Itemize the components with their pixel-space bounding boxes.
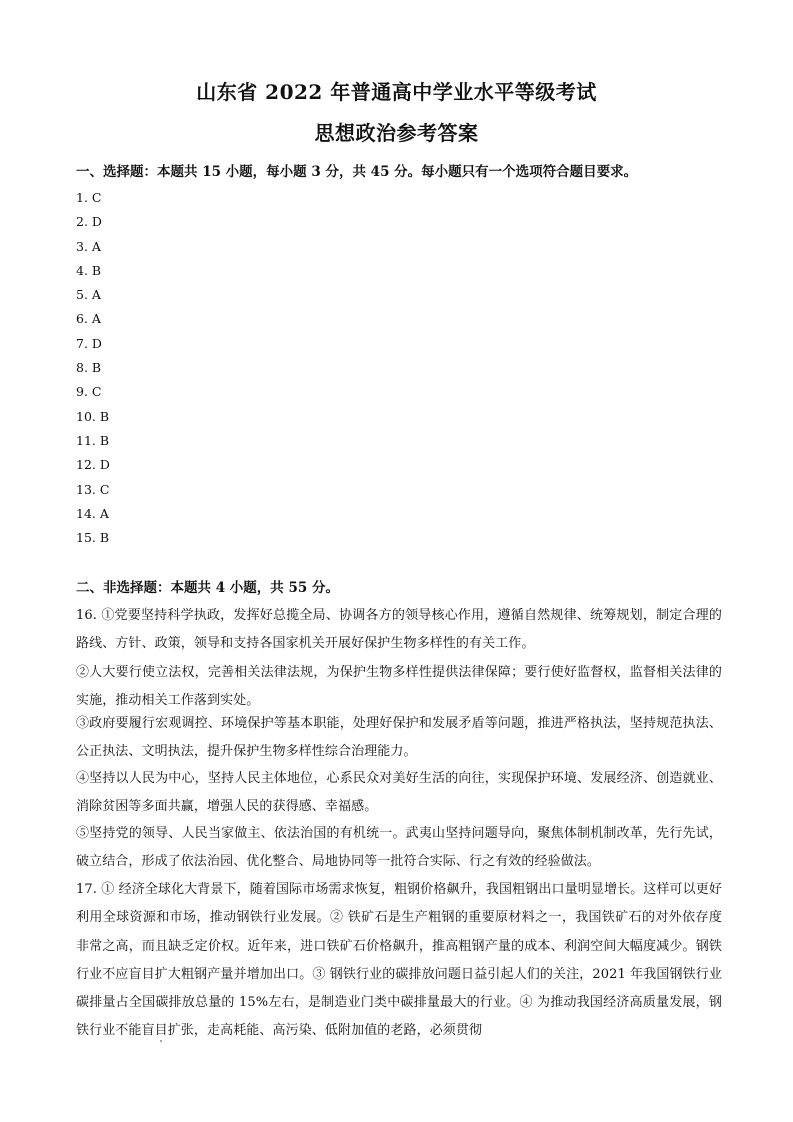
answer-item: 2. D bbox=[76, 214, 102, 230]
q16-paragraph-1: 16. ①党要坚持科学执政，发挥好总揽全局、协调各方的领导核心作用，遵循自然规律、统筹规划，制定合理的路线、方针、政策，领导和支持各国家机关开展好保护生物多样性的有关工作。 bbox=[76, 608, 722, 652]
q17-paragraph: 17. ① 经济全球化大背景下，随着国际市场需求恢复，粗钢价格飙升，我国粗钢出口量明显增长。这样可以更好利用全球资源和市场，推动钢铁行业发展。② 铁矿石是生产粗钢的重要原材料之一，我国铁矿石的对外依存度非常之高，而且缺乏定价权。近年来，进口铁矿石价格飙升，推高粗钢产量的成本、利润空间大幅度减少。钢铁行业不应盲目扩大粗钢产量并增加出口。③ 钢铁行业的碳排放问题日益引起人们的关注，2021 年我国钢铁行业碳排量占全国碳排放总量的 15%左右，是制造业门类中碳排量最大的行业。④ 为推动我国经济高质量发展，钢铁行业不能盲目扩张，走高耗能、高污染、低附加值的老路，必须贯彻 bbox=[76, 882, 722, 1039]
answer-item: 13. C bbox=[76, 481, 110, 497]
q16-paragraph-2: ②人大要行使立法权，完善相关法律法规，为保护生物多样性提供法律保障；要行使好监督权，监督相关法律的实施，推动相关工作落到实处。 bbox=[76, 665, 722, 709]
non-choice-heading: 二、非选择题：本题共 4 小题，共 55 分。 bbox=[76, 580, 339, 596]
answer-item: 14. A bbox=[76, 505, 109, 521]
exam-title: 山东省 2022 年普通高中学业水平等级考试 bbox=[196, 80, 597, 104]
answer-item: 15. B bbox=[76, 530, 110, 546]
answer-item: 8. B bbox=[76, 360, 102, 376]
answer-item: 11. B bbox=[76, 432, 110, 448]
answer-item: 9. C bbox=[76, 384, 102, 400]
answer-list bbox=[76, 189, 110, 553]
answer-subtitle: 思想政治参考答案 bbox=[314, 121, 479, 145]
answer-item: 4. B bbox=[76, 262, 102, 278]
q16-paragraph-5: ⑤坚持党的领导、人民当家做主、依法治国的有机统一。武夷山坚持问题导向，聚焦体制机制改革，先行先试，破立结合，形成了依法治园、优化整合、局地协同等一批符合实际、行之有效的经验做法。 bbox=[76, 826, 722, 870]
answer-item: 10. B bbox=[76, 408, 110, 424]
answer-item: 3. A bbox=[76, 238, 101, 254]
answer-item: 7. D bbox=[76, 335, 102, 351]
scan-dot bbox=[160, 1040, 162, 1042]
q16-paragraph-3: ③政府要履行宏观调控、环境保护等基本职能，处理好保护和发展矛盾等问题，推进严格执法，坚持规范执法、公正执法、文明执法，提升保护生物多样性综合治理能力。 bbox=[76, 716, 722, 760]
answer-item: 5. A bbox=[76, 287, 101, 303]
answer-item: 6. A bbox=[76, 311, 101, 327]
answer-item: 1. C bbox=[76, 190, 102, 205]
q16-paragraph-4: ④坚持以人民为中心，坚持人民主体地位，心系民众对美好生活的向往，实现保护环境、发展经济、创造就业、消除贫困等多面共赢，增强人民的获得感、幸福感。 bbox=[76, 771, 722, 815]
answer-item: 12. D bbox=[76, 457, 110, 473]
multiple-choice-heading: 一、选择题：本题共 15 小题，每小题 3 分，共 45 分。每小题只有一个选项符合题目要求。 bbox=[76, 164, 638, 180]
